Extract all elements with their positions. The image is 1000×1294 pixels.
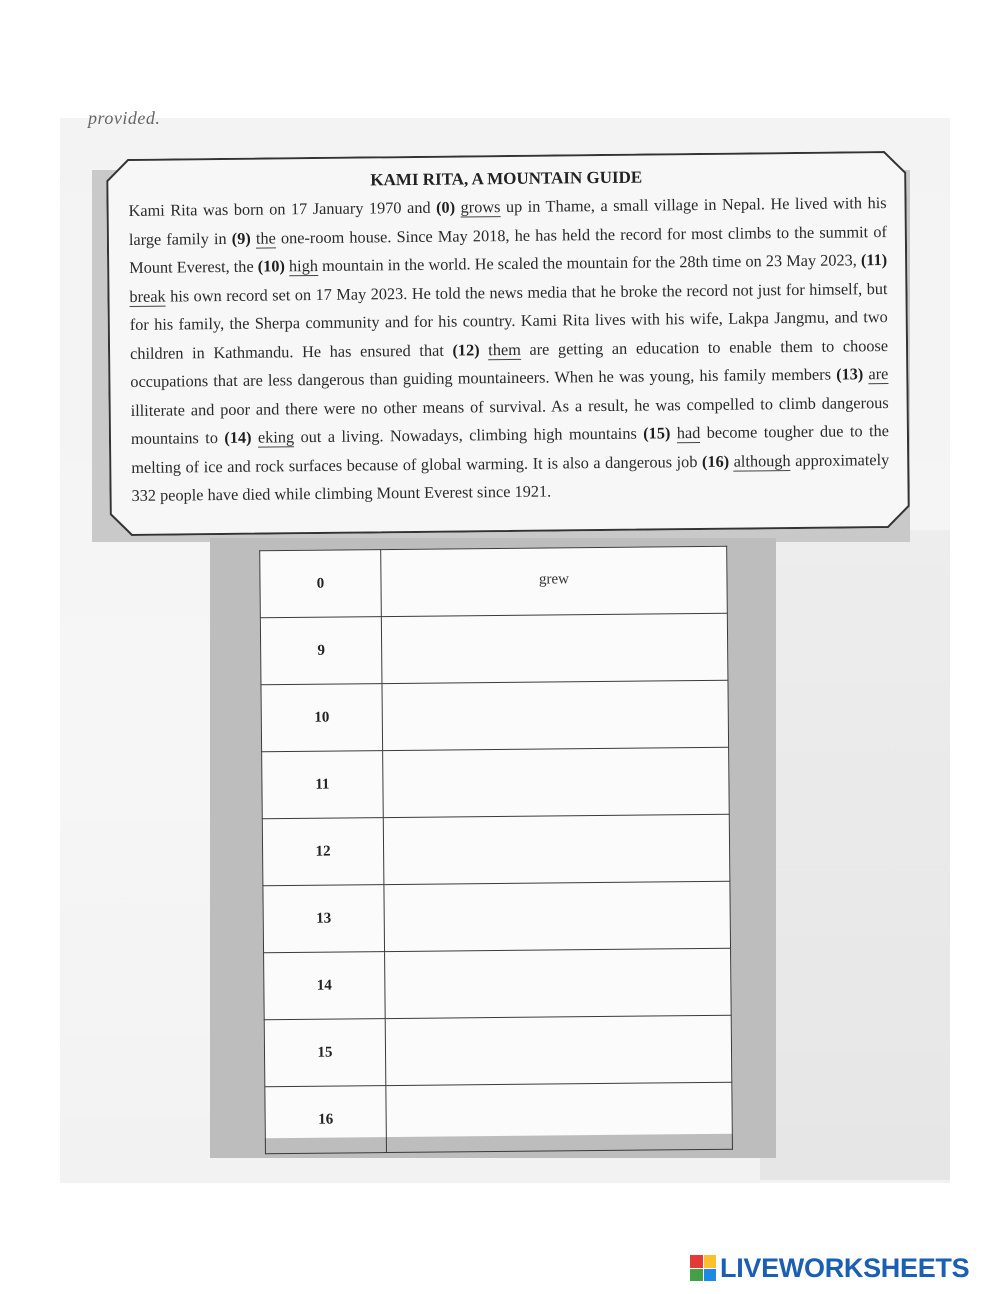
question-number: 14: [264, 952, 386, 1020]
gap-number: (15): [643, 423, 671, 443]
answer-input-10[interactable]: [395, 693, 715, 738]
table-row: [263, 881, 731, 952]
passage-text-segment: one-room house. Since May 2018, he has held the record for most climbs to the summit of Mount Everest, the: [129, 221, 887, 277]
underlined-word: are: [868, 364, 889, 384]
answer-cell: [383, 747, 730, 817]
gap-number: (11): [860, 250, 888, 270]
underlined-word: had: [676, 422, 701, 443]
logo-square: [690, 1269, 703, 1282]
liveworksheets-logo: [690, 1252, 969, 1284]
table-row: [261, 680, 729, 751]
answer-cell: [383, 814, 730, 884]
gap-number: (12): [452, 339, 480, 360]
answer-cell: [385, 1015, 732, 1085]
gap-number: (16): [701, 451, 730, 471]
passage-text-segment: his own record set on 17 May 2023. He told the news media that he broke the record not just for himself, but for his family, the Sherpa community and for his country. Kami Rita lives with his wife, Lakpa Jangmu, and two children in Kathmandu. He has ensured that: [129, 278, 888, 363]
scanned-page-shadow: [760, 530, 950, 1180]
answer-input-15[interactable]: [399, 1028, 719, 1073]
table-row: [265, 1082, 733, 1153]
answer-table-container: [259, 546, 733, 1138]
answer-input-12[interactable]: [397, 827, 717, 872]
underlined-word: break: [129, 286, 166, 306]
answer-input-14[interactable]: [398, 961, 718, 1006]
question-number: 13: [263, 885, 385, 953]
underlined-word: although: [733, 450, 791, 471]
answer-input-9[interactable]: [395, 626, 715, 671]
answer-cell: [382, 680, 729, 750]
passage-body: [128, 189, 889, 510]
logo-square: [690, 1255, 703, 1268]
passage-text-segment: [670, 423, 677, 442]
question-number: 0: [260, 550, 382, 618]
logo-square: [704, 1269, 717, 1282]
logo-text: LIVEWORKSHEETS: [720, 1252, 970, 1283]
underlined-word: the: [255, 227, 276, 248]
passage-text-segment: out a living. Nowadays, climbing high mountains: [294, 423, 644, 447]
answer-table: [259, 546, 733, 1154]
passage-title: KAMI RITA, A MOUNTAIN GUIDE: [370, 167, 643, 190]
passage-text-segment: illiterate and poor and there were no other means of survival. As a result, he was compelled to climb dangerous mountains to: [130, 392, 889, 448]
table-row: [260, 613, 728, 684]
answer-cell: [385, 948, 732, 1018]
liveworksheets-logo-icon: [690, 1255, 716, 1281]
table-row: [262, 747, 730, 818]
underlined-word: grows: [460, 197, 501, 217]
table-row: [264, 1015, 732, 1086]
underlined-word: eking: [257, 427, 295, 447]
answer-cell: [381, 613, 728, 683]
table-row: [264, 948, 732, 1019]
table-row: [260, 546, 728, 617]
question-number: 16: [265, 1086, 387, 1154]
answer-cell: [386, 1082, 733, 1152]
answer-cell: [381, 546, 728, 616]
gap-number: (9): [231, 228, 251, 248]
underlined-word: high: [288, 255, 319, 276]
passage-text-segment: approximately 332 people have died while climbing Mount Everest since 1921.: [131, 449, 890, 505]
cut-off-text: provided.: [88, 108, 161, 128]
question-number: 15: [264, 1019, 386, 1087]
question-number: 11: [262, 751, 384, 819]
question-number: 12: [262, 818, 384, 886]
answer-input-16[interactable]: [399, 1095, 719, 1140]
example-answer: grew: [538, 570, 570, 588]
passage-text-segment: are getting an education to enable them to choose occupations that are less dangerous than guiding mountaineers. When he was young, his family members: [130, 335, 889, 391]
answer-input-11[interactable]: [396, 760, 716, 805]
logo-square: [704, 1255, 717, 1268]
passage-text-segment: become tougher due to the melting of ice and rock surfaces because of global warming. It is also a dangerous job: [131, 421, 890, 477]
question-number: 9: [260, 617, 382, 685]
gap-number: (10): [257, 256, 285, 276]
gap-number: (14): [224, 427, 252, 447]
answer-input-13[interactable]: [397, 894, 717, 939]
gap-number: (0): [435, 197, 456, 217]
passage-text-segment: up in Thame, a small village in Nepal. He lived with his large family in: [128, 193, 887, 249]
passage-text-segment: Kami Rita was born on 17 January 1970 and: [128, 197, 437, 220]
underlined-word: them: [488, 339, 521, 359]
answer-cell: [384, 881, 731, 951]
gap-number: (13): [836, 364, 864, 384]
table-row: [262, 814, 730, 885]
reading-passage: [106, 151, 910, 536]
passage-text-segment: mountain in the world. He scaled the mountain for the 28th time on 23 May 2023,: [317, 250, 862, 275]
question-number: 10: [261, 684, 383, 752]
